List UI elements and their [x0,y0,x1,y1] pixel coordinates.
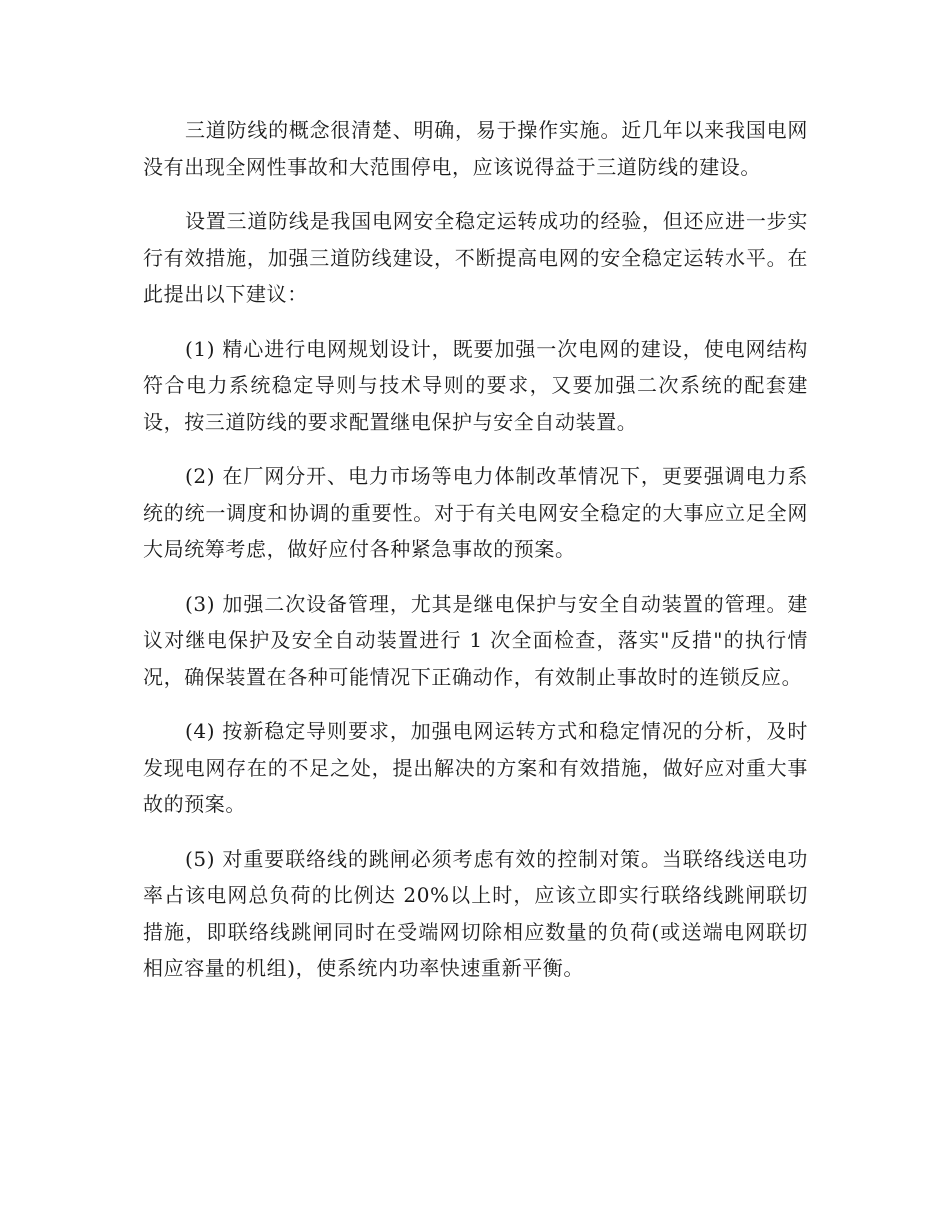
paragraph-item-3: (3) 加强二次设备管理，尤其是继电保护与安全自动装置的管理。建议对继电保护及安全自动装置进行 1 次全面检查，落实"反措"的执行情况，确保装置在各种可能情况下正确动作，有效制止事故时的连锁反应。 [143,591,808,689]
paragraph-intro: 三道防线的概念很清楚、明确，易于操作实施。近几年以来我国电网没有出现全网性事故和大范围停电，应该说得益于三道防线的建设。 [143,118,808,179]
paragraph-item-1: (1) 精心进行电网规划设计，既要加强一次电网的建设，使电网结构符合电力系统稳定导则与技术导则的要求，又要加强二次系统的配套建设，按三道防线的要求配置继电保护与安全自动装置。 [143,336,808,434]
paragraph-item-2: (2) 在厂网分开、电力市场等电力体制改革情况下，更要强调电力系统的统一调度和协调的重要性。对于有关电网安全稳定的大事应立足全网大局统筹考虑，做好应付各种紧急事故的预案。 [143,464,808,561]
paragraph-item-4: (4) 按新稳定导则要求，加强电网运转方式和稳定情况的分析，及时发现电网存在的不足之处，提出解决的方案和有效措施，做好应对重大事故的预案。 [143,719,808,816]
document-page [143,112,808,1005]
paragraph-proposal: 设置三道防线是我国电网安全稳定运转成功的经验，但还应进一步实行有效措施，加强三道防线建设，不断提高电网的安全稳定运转水平。在此提出以下建议： [143,209,808,306]
paragraph-item-5: (5) 对重要联络线的跳闸必须考虑有效的控制对策。当联络线送电功率占该电网总负荷的比例达 20%以上时，应该立即实行联络线跳闸联切措施，即联络线跳闸同时在受端网切除相应数量的负荷(或送端电网联切相应容量的机组)，使系统内功率快速重新平衡。 [143,846,808,980]
